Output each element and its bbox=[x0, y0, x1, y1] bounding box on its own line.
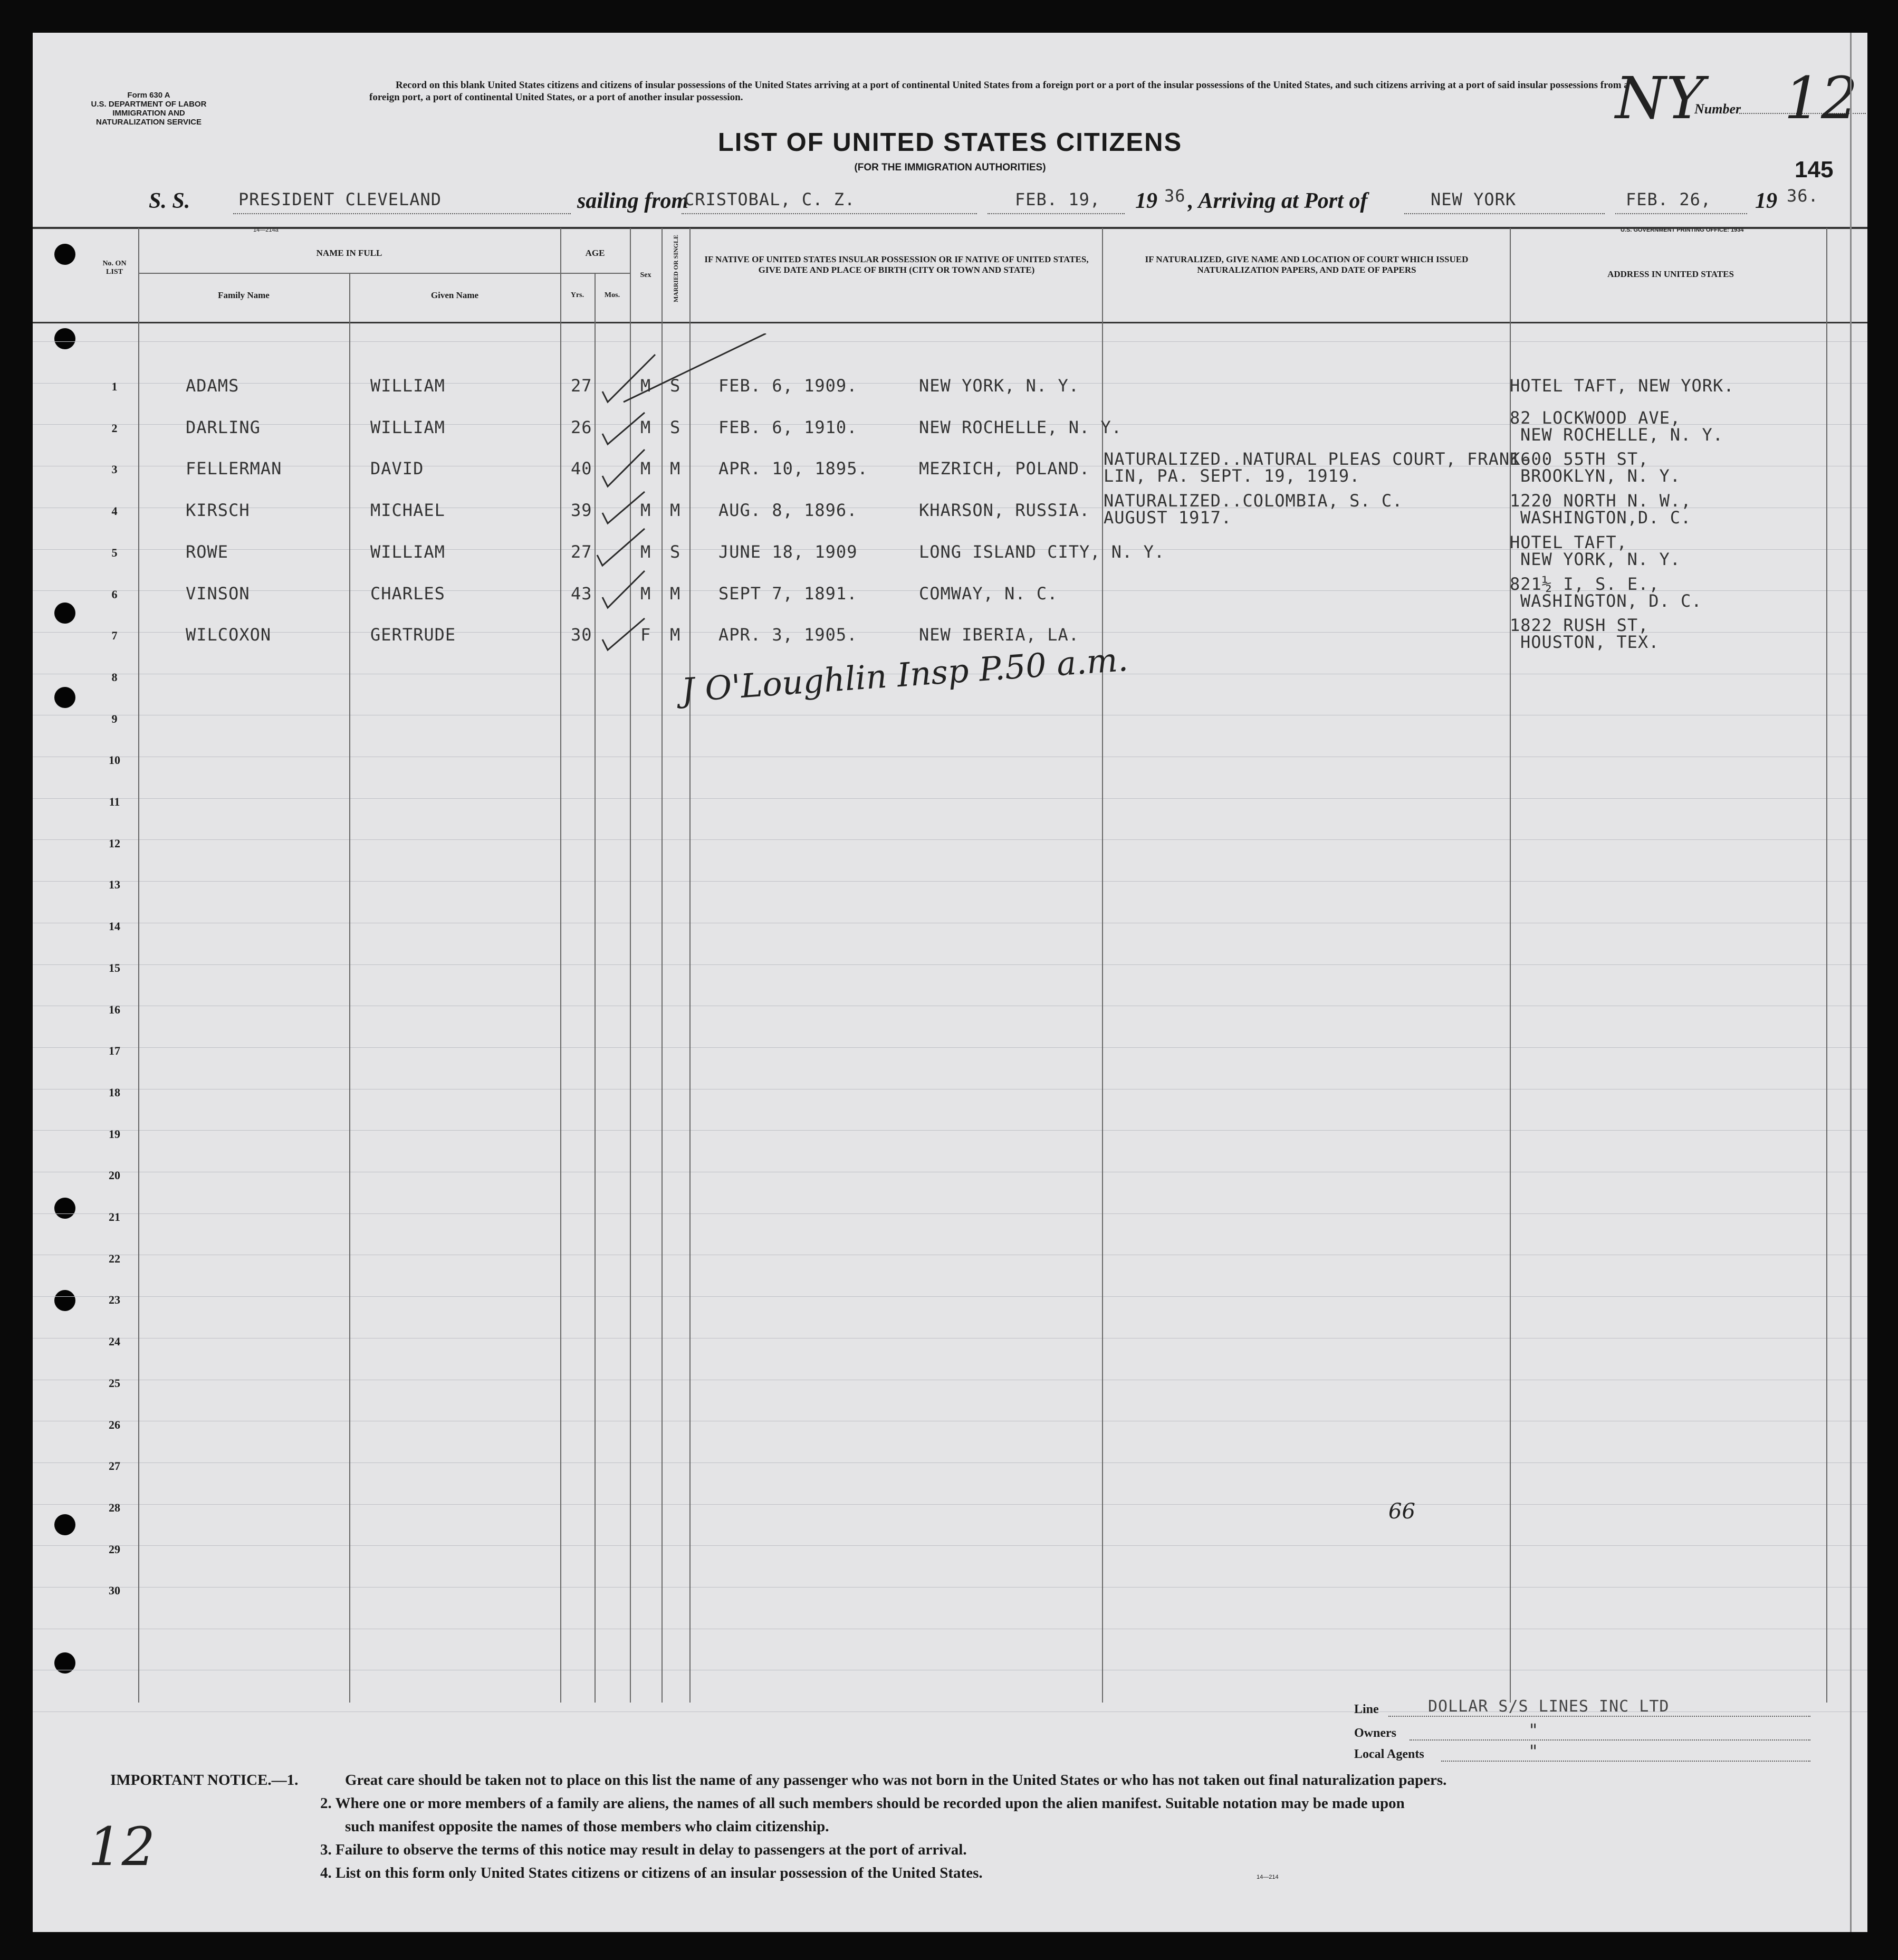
age-years: 40 bbox=[571, 458, 592, 479]
service-line: IMMIGRATION AND bbox=[112, 109, 185, 118]
address-line1: HOTEL TAFT, bbox=[1510, 532, 1627, 552]
birth-date: FEB. 6, 1910. bbox=[718, 417, 858, 437]
family-name: KIRSCH bbox=[186, 500, 250, 521]
arriving-label: , Arriving at Port of bbox=[1188, 189, 1368, 213]
sail-date-rule bbox=[988, 213, 1125, 214]
address-line2: NEW YORK, N. Y. bbox=[1520, 549, 1681, 569]
row-number: 30 bbox=[109, 1584, 120, 1598]
row-rule bbox=[33, 1130, 1867, 1131]
marital-status: S bbox=[670, 541, 681, 562]
column-rule bbox=[1102, 228, 1103, 1703]
row-number: 6 bbox=[111, 587, 118, 601]
family-name: FELLERMAN bbox=[186, 458, 282, 479]
birth-place: KHARSON, RUSSIA. bbox=[919, 500, 1090, 521]
service-line: NATURALIZATION SERVICE bbox=[95, 118, 202, 127]
list-number: 12 bbox=[1784, 64, 1858, 132]
notice-item-4: 4. List on this form only United States citizens or citizens of an insular possession of the United States. bbox=[320, 1865, 983, 1881]
line-rule bbox=[1388, 1716, 1810, 1717]
page-number: 145 bbox=[1795, 157, 1834, 183]
age-years: 39 bbox=[571, 500, 592, 521]
birth-date: APR. 3, 1905. bbox=[718, 625, 858, 645]
department-line: U.S. DEPARTMENT OF LABOR bbox=[91, 100, 207, 109]
row-rule bbox=[33, 839, 1867, 840]
row-number: 14 bbox=[109, 920, 120, 933]
check-mark bbox=[602, 571, 645, 608]
address-line2: WASHINGTON,D. C. bbox=[1520, 508, 1692, 528]
line-value: DOLLAR S/S LINES INC LTD bbox=[1428, 1697, 1670, 1716]
row-number: 7 bbox=[111, 629, 118, 643]
row-number: 20 bbox=[109, 1169, 120, 1182]
naturalization-line1: NATURALIZED..COLOMBIA, S. C. bbox=[1104, 491, 1403, 511]
row-rule bbox=[33, 1296, 1867, 1297]
mid-number: 66 bbox=[1388, 1499, 1415, 1524]
row-rule bbox=[33, 1462, 1867, 1463]
header-name-in-full: NAME IN FULL bbox=[316, 248, 382, 258]
header-age: AGE bbox=[585, 248, 605, 258]
page-title: LIST OF UNITED STATES CITIZENS bbox=[717, 128, 1183, 157]
age-years: 30 bbox=[571, 625, 592, 645]
row-number: 8 bbox=[111, 670, 118, 684]
arrival-year-prefix: 19 bbox=[1755, 189, 1777, 213]
binder-hole bbox=[54, 1198, 75, 1219]
notice-item-3: 3. Failure to observe the terms of this notice may result in delay to passengers at the port of arrival. bbox=[320, 1841, 967, 1858]
binder-hole bbox=[54, 244, 75, 265]
row-rule bbox=[33, 798, 1867, 799]
bottom-left-number: 12 bbox=[88, 1816, 156, 1878]
header-sex: Sex bbox=[640, 271, 651, 279]
inspector-note: J O'Loughlin Insp P.50 a.m. bbox=[680, 639, 1129, 710]
form-id-block bbox=[85, 91, 212, 127]
column-rule bbox=[1826, 228, 1827, 1703]
number-label: Number bbox=[1694, 101, 1741, 117]
check-mark bbox=[602, 450, 645, 486]
row-number: 16 bbox=[109, 1002, 120, 1016]
sex: M bbox=[640, 541, 651, 562]
given-name: WILLIAM bbox=[370, 376, 445, 396]
row-number: 4 bbox=[111, 504, 118, 518]
row-number: 1 bbox=[111, 380, 118, 393]
address-line1: 1600 55TH ST, bbox=[1510, 449, 1649, 470]
address-line1: HOTEL TAFT, NEW YORK. bbox=[1510, 376, 1734, 396]
page-subtitle: (FOR THE IMMIGRATION AUTHORITIES) bbox=[854, 162, 1046, 173]
check-mark bbox=[602, 492, 645, 523]
address-line2: HOUSTON, TEX. bbox=[1520, 632, 1660, 653]
agents-rule bbox=[1441, 1761, 1810, 1762]
sex: M bbox=[640, 500, 651, 521]
birth-place: NEW IBERIA, LA. bbox=[919, 625, 1079, 645]
row-number: 10 bbox=[109, 753, 120, 767]
table-top-rule bbox=[33, 227, 1867, 229]
row-rule bbox=[33, 341, 1867, 342]
naturalization-line1: NATURALIZED..NATURAL PLEAS COURT, FRANK- bbox=[1104, 449, 1531, 470]
name-subhead-rule bbox=[138, 273, 630, 274]
sail-year-prefix: 19 bbox=[1135, 189, 1157, 213]
family-name: WILCOXON bbox=[186, 625, 272, 645]
check-mark bbox=[602, 355, 655, 402]
row-number: 27 bbox=[109, 1459, 120, 1473]
check-mark bbox=[624, 333, 766, 402]
header-given-name: Given Name bbox=[430, 290, 479, 300]
sailing-label: sailing from bbox=[577, 189, 689, 213]
row-number: 19 bbox=[109, 1127, 120, 1141]
intro-text: Record on this blank United States citizens and citizens of insular possessions of the United States arriving at a port of continental United States from a foreign port or a port of the insular possessions of the United States, and such citizens arriving at a port of said insular possessions from a foreign port, a port of continental United States, or a port of another insular possession. bbox=[369, 80, 1629, 103]
marital-status: M bbox=[670, 583, 681, 604]
birth-date: AUG. 8, 1896. bbox=[718, 500, 858, 521]
row-rule bbox=[33, 1213, 1867, 1214]
age-years: 43 bbox=[571, 583, 592, 604]
line-label: Line bbox=[1354, 1703, 1379, 1716]
sex: M bbox=[640, 417, 651, 437]
given-name: DAVID bbox=[370, 458, 424, 479]
row-number: 21 bbox=[109, 1210, 120, 1223]
from-rule bbox=[682, 213, 977, 214]
marital-status: M bbox=[670, 500, 681, 521]
agents-label: Local Agents bbox=[1354, 1747, 1424, 1761]
row-rule bbox=[33, 1587, 1867, 1588]
bottom-form-code: 14—214 bbox=[1257, 1874, 1279, 1880]
birth-place: NEW ROCHELLE, N. Y. bbox=[919, 417, 1123, 437]
check-mark bbox=[597, 529, 645, 566]
arrival-date: FEB. 26, bbox=[1626, 189, 1712, 209]
row-number: 24 bbox=[109, 1335, 120, 1349]
row-number: 18 bbox=[109, 1085, 120, 1099]
row-rule bbox=[33, 1504, 1867, 1505]
binder-hole bbox=[54, 1514, 75, 1535]
birth-date: FEB. 6, 1909. bbox=[718, 376, 858, 396]
row-number: 28 bbox=[109, 1500, 120, 1514]
row-rule bbox=[33, 964, 1867, 965]
sail-year: 36 bbox=[1164, 186, 1186, 206]
row-rule bbox=[33, 881, 1867, 882]
header-no-on-list: No. ON LIST bbox=[102, 260, 127, 276]
manifest-sheet bbox=[33, 33, 1867, 1932]
age-years: 26 bbox=[571, 417, 592, 437]
checkmarks bbox=[592, 333, 782, 671]
row-number: 22 bbox=[109, 1251, 120, 1265]
header-yrs: Yrs. bbox=[570, 291, 584, 299]
row-number: 17 bbox=[109, 1044, 120, 1058]
owners-rule bbox=[1410, 1739, 1810, 1741]
notice-heading: IMPORTANT NOTICE.—1. bbox=[110, 1772, 299, 1789]
naturalization-line2: AUGUST 1917. bbox=[1104, 508, 1232, 528]
marital-status: M bbox=[670, 458, 681, 479]
birth-date: JUNE 18, 1909 bbox=[718, 541, 858, 562]
given-name: MICHAEL bbox=[370, 500, 445, 521]
sex: F bbox=[640, 625, 651, 645]
form-number: Form 630 A bbox=[127, 91, 170, 100]
header-mos: Mos. bbox=[604, 291, 620, 299]
row-number: 11 bbox=[109, 795, 120, 808]
family-name: ADAMS bbox=[186, 376, 239, 396]
agents-value: " bbox=[1528, 1741, 1539, 1761]
row-number: 15 bbox=[109, 961, 120, 974]
notice-item-1: Great care should be taken not to place on this list the name of any passenger who was not born in the United States or who has not taken out final naturalization papers. bbox=[345, 1772, 1447, 1789]
family-name: ROWE bbox=[186, 541, 229, 562]
age-years: 27 bbox=[571, 376, 592, 396]
arrival-date-rule bbox=[1615, 213, 1747, 214]
column-rule bbox=[560, 228, 561, 1703]
row-number: 3 bbox=[111, 463, 118, 476]
row-number: 9 bbox=[111, 712, 118, 725]
owners-label: Owners bbox=[1354, 1726, 1396, 1740]
row-rule bbox=[33, 1545, 1867, 1546]
address-line1: 821½ I, S. E., bbox=[1510, 573, 1660, 594]
given-name: CHARLES bbox=[370, 583, 445, 604]
row-number: 29 bbox=[109, 1542, 120, 1556]
header-married-single: MARRIED OR SINGLE bbox=[672, 235, 679, 303]
ship-rule bbox=[233, 213, 571, 214]
address-line1: 1220 NORTH N. W., bbox=[1510, 491, 1692, 511]
binder-hole bbox=[54, 603, 75, 624]
birth-date: SEPT 7, 1891. bbox=[718, 583, 858, 604]
sex: M bbox=[640, 583, 651, 604]
check-mark bbox=[602, 618, 645, 650]
given-name: WILLIAM bbox=[370, 541, 445, 562]
column-rule bbox=[349, 273, 350, 1703]
binder-hole bbox=[54, 328, 75, 349]
notice-item-2: 2. Where one or more members of a family are aliens, the names of all such members should be recorded upon the alien manifest. Suitable notation may be made upon bbox=[320, 1795, 1405, 1812]
sex: M bbox=[640, 458, 651, 479]
address-line2: NEW ROCHELLE, N. Y. bbox=[1520, 424, 1724, 445]
address-line2: WASHINGTON, D. C. bbox=[1520, 590, 1702, 611]
address-line2: BROOKLYN, N. Y. bbox=[1520, 466, 1681, 486]
row-number: 25 bbox=[109, 1376, 120, 1390]
binder-hole bbox=[54, 687, 75, 708]
address-line1: 1822 RUSH ST, bbox=[1510, 615, 1649, 636]
marital-status: M bbox=[670, 625, 681, 645]
header-family-name: Family Name bbox=[218, 290, 270, 300]
ss-label: S. S. bbox=[149, 189, 190, 213]
form-code: 14—214a bbox=[253, 227, 279, 233]
header-address: ADDRESS IN UNITED STATES bbox=[1607, 269, 1734, 279]
address-line1: 82 LOCKWOOD AVE, bbox=[1510, 407, 1681, 428]
sex: M bbox=[640, 376, 651, 396]
birth-place: COMWAY, N. C. bbox=[919, 583, 1058, 604]
birth-place: MEZRICH, POLAND. bbox=[919, 458, 1090, 479]
row-number: 13 bbox=[109, 878, 120, 892]
owners-value: " bbox=[1528, 1720, 1539, 1740]
arrival-port: NEW YORK bbox=[1431, 189, 1517, 209]
printing-office: U.S. GOVERNMENT PRINTING OFFICE: 1934 bbox=[1621, 227, 1744, 233]
row-number: 12 bbox=[109, 836, 120, 850]
family-name: DARLING bbox=[186, 417, 261, 437]
row-number: 2 bbox=[111, 421, 118, 435]
marital-status: S bbox=[670, 417, 681, 437]
marital-status: S bbox=[670, 376, 681, 396]
given-name: WILLIAM bbox=[370, 417, 445, 437]
family-name: VINSON bbox=[186, 583, 250, 604]
page-edge bbox=[1850, 33, 1852, 1932]
arrival-port-rule bbox=[1404, 213, 1605, 214]
header-native-birth: IF NATIVE OF UNITED STATES INSULAR POSSESSION OR IF NATIVE OF UNITED STATES, GIVE DATE AND PLACE OF BIRTH (CITY OR TOWN AND STATE) bbox=[704, 254, 1089, 275]
row-number: 5 bbox=[111, 546, 118, 559]
binder-hole bbox=[54, 1290, 75, 1311]
birth-place: NEW YORK, N. Y. bbox=[919, 376, 1079, 396]
corner-mark: NY bbox=[1615, 64, 1704, 132]
arrival-year: 36. bbox=[1787, 186, 1819, 206]
sail-date: FEB. 19, bbox=[1015, 189, 1101, 209]
given-name: GERTRUDE bbox=[370, 625, 456, 645]
birth-date: APR. 10, 1895. bbox=[718, 458, 868, 479]
notice-item-2-cont: such manifest opposite the names of those members who claim citizenship. bbox=[345, 1818, 829, 1835]
row-number: 23 bbox=[109, 1293, 120, 1307]
age-years: 27 bbox=[571, 541, 592, 562]
table-header-rule bbox=[33, 322, 1867, 323]
row-rule bbox=[33, 1047, 1867, 1048]
ship-name: PRESIDENT CLEVELAND bbox=[238, 189, 442, 209]
birth-place: LONG ISLAND CITY, N. Y. bbox=[919, 541, 1165, 562]
check-mark bbox=[602, 413, 645, 444]
header-naturalized: IF NATURALIZED, GIVE NAME AND LOCATION OF COURT WHICH ISSUED NATURALIZATION PAPERS, AND DATE OF PAPERS bbox=[1145, 254, 1469, 275]
column-rule bbox=[138, 228, 139, 1703]
naturalization-line2: LIN, PA. SEPT. 19, 1919. bbox=[1104, 466, 1360, 486]
from-port: CRISTOBAL, C. Z. bbox=[684, 189, 856, 209]
row-number: 26 bbox=[109, 1418, 120, 1431]
